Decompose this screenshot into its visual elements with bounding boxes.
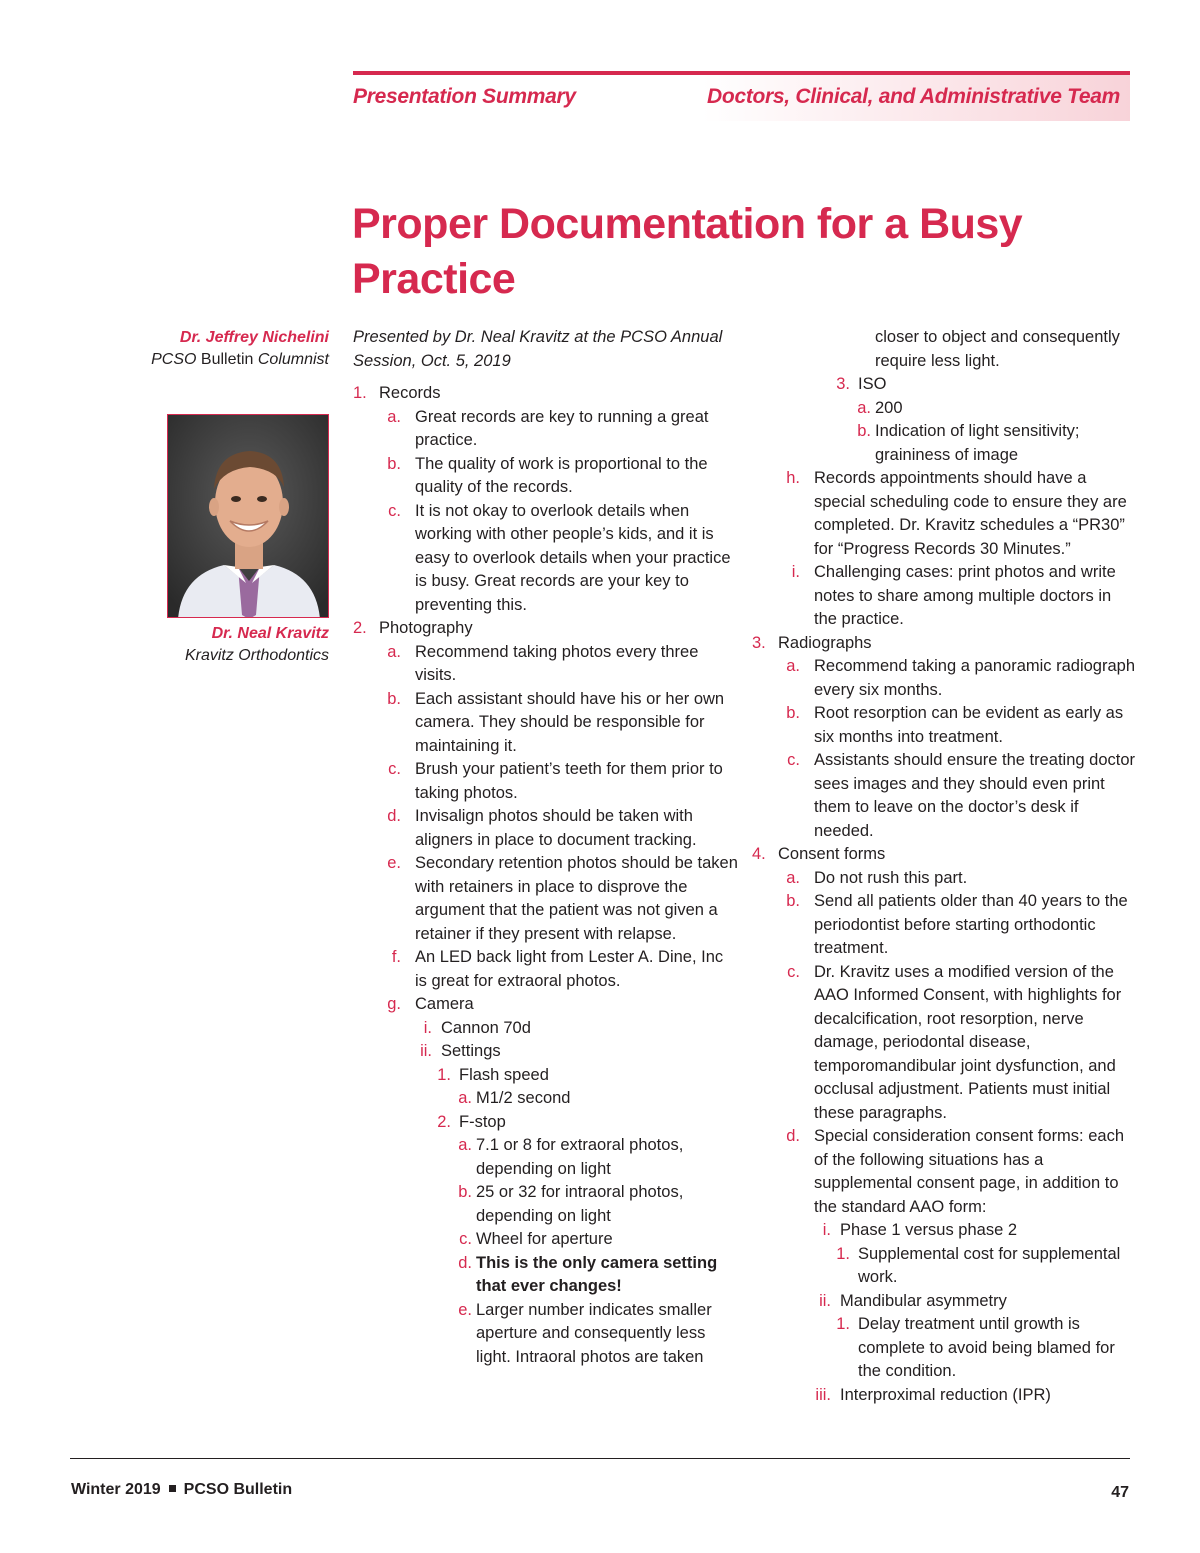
outline-text: Camera [415,995,474,1013]
presenter-byline [185,623,329,667]
outline-item [353,993,738,1017]
outline-text: 7.1 or 8 for extraoral photos, depending on light [476,1136,684,1178]
outline-marker: 4. [752,845,766,863]
outline-item [353,1087,738,1111]
outline-item [353,688,738,759]
outline-text: Photography [379,619,473,637]
outline-text: Cannon 70d [441,1018,531,1037]
outline-text: M1/2 second [476,1089,571,1107]
outline-marker: b. [857,422,871,440]
outline-text: Assistants should ensure the treating doctor sees images and they should even print them to leave on the doctor’s desk if needed. [814,751,1136,840]
outline-item [752,420,1137,467]
outline-text: Mandibular asymmetry [840,1291,1007,1310]
outline-marker: ii. [819,1291,831,1310]
outline-text: Larger number indicates smaller aperture and consequently less light. Intraoral photos are taken [476,1300,712,1366]
presenter-photo [167,414,329,618]
outline-text: Settings [441,1042,501,1060]
outline-marker: c. [388,501,401,520]
audience-label: Doctors, Clinical, and Administrative Team [707,85,1120,108]
publication-label: PCSO Bulletin [183,1481,293,1498]
outline-item [353,1299,738,1370]
outline-item [752,373,1137,397]
outline-item [353,617,738,641]
outline-list-left [353,382,738,1369]
outline-marker: b. [786,704,800,722]
outline-marker: b. [458,1183,472,1201]
outline-marker: a. [786,657,800,675]
outline-item [752,961,1137,1126]
article-title: Proper Documentation for a Busy Practice [352,200,1023,303]
outline-item [353,641,738,688]
outline-text: Supplemental cost for supplemental work. [858,1244,1121,1286]
issue-label: Winter 2019 [71,1481,161,1498]
presentation-intro: Presented by Dr. Neal Kravitz at the PCSO Annual Session, Oct. 5, 2019 [353,328,723,370]
outline-text: Delay treatment until growth is complete to avoid being blamed for the condition. [858,1315,1115,1380]
section-label: Presentation Summary [353,85,576,108]
outline-text: Consent forms [778,845,886,863]
outline-text: Indication of light sensitivity; graininess of image [875,422,1080,464]
outline-item [353,1040,738,1064]
outline-text: Recommend taking photos every three visits. [415,642,699,684]
article-column-left [353,326,738,1369]
outline-marker: 1. [437,1065,451,1084]
outline-marker: b. [387,454,401,473]
outline-marker: d. [387,807,401,825]
outline-marker: 2. [353,619,367,637]
outline-marker: b. [786,892,800,910]
presenter-name: Dr. Neal Kravitz [211,625,329,642]
outline-marker: f. [391,948,401,966]
outline-marker: h. [786,469,800,487]
outline-item [353,1017,738,1041]
outline-marker: i. [791,563,800,581]
outline-item [752,467,1137,561]
footer-separator-square [169,1485,176,1492]
outline-item [353,852,738,946]
outline-item [752,1125,1137,1219]
outline-item [752,1290,1137,1314]
outline-item [752,397,1137,421]
outline-item [353,406,738,453]
outline-marker: b. [387,689,401,708]
outline-item [752,326,1137,373]
outline-item [353,946,738,993]
outline-item [353,382,738,406]
outline-item [353,453,738,500]
outline-item [752,632,1137,656]
outline-item [353,1181,738,1228]
outline-item [353,1228,738,1252]
outline-marker: c. [388,760,401,778]
outline-text: Wheel for aperture [476,1230,613,1248]
article-column-right [752,326,1137,1407]
outline-text: Root resorption can be evident as early as six months into treatment. [814,704,1124,746]
outline-text: Radiographs [778,633,872,652]
outline-marker: 3. [752,633,766,652]
outline-marker: 1. [836,1315,850,1333]
outline-text: The quality of work is proportional to the quality of the records. [415,454,708,496]
outline-marker: 3. [836,375,850,393]
columnist-name: Dr. Jeffrey Nichelini [179,329,329,346]
outline-item [353,1064,738,1088]
outline-text: Invisalign photos should be taken with aligners in place to document tracking. [415,807,697,849]
outline-item [353,500,738,618]
outline-marker: d. [458,1253,472,1272]
outline-text: Special consideration consent forms: each of the following situations has a supplemental consent page, in addition to the standard AAO form: [814,1127,1125,1216]
outline-marker: ii. [420,1042,432,1060]
outline-marker: c. [787,962,800,981]
outline-marker: a. [786,868,800,887]
outline-item [353,758,738,805]
outline-item [353,1134,738,1181]
outline-item [752,843,1137,867]
outline-marker: a. [387,407,401,426]
outline-item [752,1219,1137,1243]
outline-item [752,702,1137,749]
outline-text: Challenging cases: print photos and write notes to share among multiple doctors in the practice. [814,563,1116,628]
outline-item [752,655,1137,702]
outline-text: closer to object and consequently require less light. [875,328,1120,370]
outline-item [752,749,1137,843]
outline-text: Flash speed [459,1065,549,1084]
presenter-org: Kravitz Orthodontics [184,647,329,664]
outline-text: 200 [875,398,903,417]
outline-marker: a. [387,642,401,661]
outline-item [353,1252,738,1299]
outline-text: ISO [858,375,887,393]
outline-item [752,1243,1137,1290]
page-number: 47 [1111,1484,1129,1501]
outline-marker: 1. [836,1244,850,1263]
outline-marker: c. [787,751,800,769]
outline-text: Brush your patient’s teeth for them prior to taking photos. [415,760,723,802]
outline-text: An LED back light from Lester A. Dine, Inc is great for extraoral photos. [415,948,724,990]
outline-item [752,867,1137,891]
footer-divider [70,1458,1130,1459]
outline-marker: iii. [815,1385,831,1404]
outline-marker: c. [459,1230,472,1248]
outline-text: 25 or 32 for intraoral photos, depending on light [476,1183,684,1225]
outline-marker: a. [857,398,871,417]
outline-text: Great records are key to running a great practice. [415,407,709,449]
outline-list-right [752,326,1137,1407]
outline-text: This is the only camera setting that ever changes! [476,1253,718,1295]
columnist-byline [151,327,329,371]
outline-marker: g. [387,995,401,1013]
outline-item [752,1384,1137,1408]
outline-item [353,1111,738,1135]
outline-text: Interproximal reduction (IPR) [840,1385,1051,1404]
outline-text: Dr. Kravitz uses a modified version of the AAO Informed Consent, with highlights for decalcification, root resorption, nerve damage, periodontal disease, temporomandibular joint dysfunction, and occlusal adjustment. Patients must initial these paragraphs. [814,962,1122,1122]
outline-text: It is not okay to overlook details when working with other people’s kids, and it is easy to overlook details when your practice is busy. Great records are your key to preventing this. [415,501,731,614]
outline-text: Recommend taking a panoramic radiograph every six months. [814,657,1136,699]
outline-item [752,1313,1137,1384]
outline-text: Phase 1 versus phase 2 [840,1221,1018,1239]
section-header [353,71,1130,121]
outline-marker: e. [387,854,401,872]
outline-marker: i. [822,1221,831,1239]
outline-text: Secondary retention photos should be taken with retainers in place to disprove the argument that the patient was not given a retainer if they present with relapse. [415,854,738,943]
outline-item [353,805,738,852]
outline-marker: 2. [437,1112,451,1131]
outline-text: Records appointments should have a special scheduling code to ensure they are completed. Dr. Kravitz schedules a “PR30” for “Progress Records 30 Minutes.” [814,469,1127,558]
outline-text: F-stop [459,1112,506,1131]
outline-text: Send all patients older than 40 years to the periodontist before starting orthodontic treatment. [814,892,1128,957]
footer-issue [71,1481,292,1499]
outline-item [752,890,1137,961]
columnist-role: PCSO Bulletin Columnist [151,351,329,368]
outline-text: Do not rush this part. [814,868,968,887]
outline-text: Records [379,384,441,402]
outline-text: Each assistant should have his or her own camera. They should be responsible for maintaining it. [415,689,725,755]
outline-marker: i. [423,1018,432,1037]
outline-marker: a. [458,1089,472,1107]
outline-marker: d. [786,1127,800,1145]
outline-item [752,561,1137,632]
portrait-illustration [168,415,329,618]
outline-marker: a. [458,1136,472,1154]
outline-marker: 1. [353,384,367,402]
outline-marker: e. [458,1300,472,1319]
